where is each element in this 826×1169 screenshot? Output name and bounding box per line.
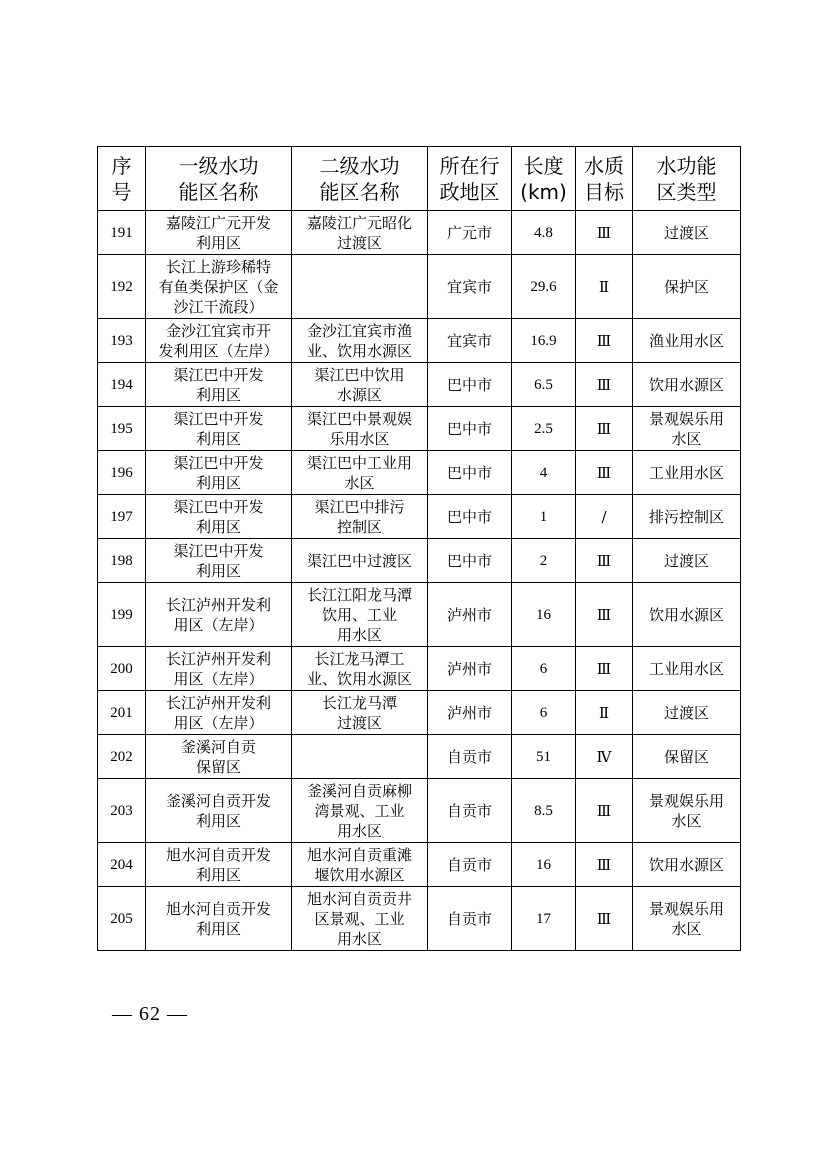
cell-line: 沙江干流段） xyxy=(173,297,264,316)
header-line: 二级水功 xyxy=(319,153,400,178)
cell-zone-type xyxy=(633,647,741,691)
cell-zone-type xyxy=(633,691,741,735)
cell-line: 金沙江宜宾市开 xyxy=(165,321,271,340)
cell-line: 渔业用水区 xyxy=(648,331,724,350)
cell-index: 191 xyxy=(98,211,146,255)
cell-line: 保留区 xyxy=(663,747,709,766)
cell-zone-type xyxy=(633,539,741,583)
page-number: — 62 — xyxy=(112,1003,188,1025)
cell-zone-type xyxy=(633,887,741,951)
cell-length: 2.5 xyxy=(512,407,576,451)
cell-zone-type xyxy=(633,255,741,319)
header-line: 水功能 xyxy=(656,153,717,178)
cell-line: 用区（左岸） xyxy=(173,713,264,732)
header-line: 能区名称 xyxy=(319,179,400,204)
cell-line: 工业用水区 xyxy=(648,463,724,482)
cell-line: 业、饮用水源区 xyxy=(306,669,412,688)
cell-region: 巴中市 xyxy=(428,363,512,407)
cell-quality: Ⅲ xyxy=(576,211,633,255)
table-row xyxy=(98,583,741,647)
cell-second-zone xyxy=(292,319,428,363)
cell-line: 排污控制区 xyxy=(648,507,724,526)
cell-first-zone xyxy=(146,363,292,407)
cell-index: 201 xyxy=(98,691,146,735)
cell-region: 宜宾市 xyxy=(428,255,512,319)
header-region xyxy=(428,147,512,211)
cell-line: 水区 xyxy=(344,473,375,492)
table-row xyxy=(98,451,741,495)
cell-line: 景观娱乐用 xyxy=(648,791,724,810)
cell-first-zone xyxy=(146,583,292,647)
cell-line: 嘉陵江广元昭化 xyxy=(306,213,412,232)
cell-quality: Ⅲ xyxy=(576,363,633,407)
cell-line: 保护区 xyxy=(663,277,709,296)
cell-second-zone xyxy=(292,211,428,255)
cell-first-zone xyxy=(146,691,292,735)
cell-length: 16 xyxy=(512,843,576,887)
cell-line: 利用区 xyxy=(195,233,241,252)
cell-line: 渠江巴中过渡区 xyxy=(306,551,412,570)
cell-line: 釜溪河自贡 xyxy=(180,737,256,756)
cell-line: 过渡区 xyxy=(663,551,709,570)
table-row xyxy=(98,539,741,583)
cell-length: 6 xyxy=(512,647,576,691)
cell-line: 利用区 xyxy=(195,561,241,580)
cell-index: 199 xyxy=(98,583,146,647)
cell-line: 用水区 xyxy=(336,821,382,840)
cell-region: 自贡市 xyxy=(428,735,512,779)
cell-line: 利用区 xyxy=(195,473,241,492)
cell-first-zone xyxy=(146,887,292,951)
cell-line: 景观娱乐用 xyxy=(648,409,724,428)
cell-line: 业、饮用水源区 xyxy=(306,341,412,360)
cell-quality: Ⅱ xyxy=(576,255,633,319)
cell-second-zone xyxy=(292,407,428,451)
cell-zone-type xyxy=(633,495,741,539)
header-line: 区类型 xyxy=(656,179,717,204)
header-line: 号 xyxy=(111,179,132,204)
cell-line: 水区 xyxy=(671,811,702,830)
cell-line: 长江龙马潭工 xyxy=(314,649,405,668)
cell-quality: Ⅲ xyxy=(576,647,633,691)
header-second-zone xyxy=(292,147,428,211)
cell-region: 巴中市 xyxy=(428,495,512,539)
cell-line: 旭水河自贡重滩 xyxy=(306,845,412,864)
header-line: 一级水功 xyxy=(178,153,259,178)
cell-line: 长江龙马潭 xyxy=(321,693,397,712)
cell-second-zone xyxy=(292,495,428,539)
water-function-zone-table xyxy=(97,146,741,951)
cell-line: 有鱼类保护区（金 xyxy=(158,277,279,296)
cell-line: 过渡区 xyxy=(336,713,382,732)
cell-line: 釜溪河自贡开发 xyxy=(165,791,271,810)
table-row xyxy=(98,887,741,951)
cell-second-zone xyxy=(292,583,428,647)
cell-line: 渠江巴中排污 xyxy=(314,497,405,516)
header-line: 能区名称 xyxy=(178,179,259,204)
cell-quality: Ⅲ xyxy=(576,887,633,951)
cell-line: 嘉陵江广元开发 xyxy=(165,213,271,232)
table-row xyxy=(98,843,741,887)
cell-line: 水区 xyxy=(671,919,702,938)
cell-line: 渠江巴中工业用 xyxy=(306,453,412,472)
cell-quality: Ⅲ xyxy=(576,319,633,363)
table-row xyxy=(98,363,741,407)
cell-quality: Ⅳ xyxy=(576,735,633,779)
cell-line: 水区 xyxy=(671,429,702,448)
cell-second-zone xyxy=(292,887,428,951)
cell-region: 泸州市 xyxy=(428,691,512,735)
cell-length: 16.9 xyxy=(512,319,576,363)
table-row xyxy=(98,647,741,691)
cell-second-zone xyxy=(292,255,428,319)
cell-line: 利用区 xyxy=(195,919,241,938)
cell-line: 堰饮用水源区 xyxy=(314,865,405,884)
cell-line: 工业用水区 xyxy=(648,659,724,678)
cell-line: 用水区 xyxy=(336,625,382,644)
cell-quality: Ⅲ xyxy=(576,583,633,647)
table-row xyxy=(98,319,741,363)
header-line: 政地区 xyxy=(439,179,500,204)
cell-zone-type xyxy=(633,779,741,843)
cell-line: 长江泸州开发利 xyxy=(165,693,271,712)
cell-second-zone xyxy=(292,691,428,735)
cell-line: 长江江阳龙马潭 xyxy=(306,585,412,604)
cell-zone-type xyxy=(633,407,741,451)
cell-quality: Ⅲ xyxy=(576,843,633,887)
cell-region: 自贡市 xyxy=(428,843,512,887)
cell-zone-type xyxy=(633,735,741,779)
cell-line: 长江泸州开发利 xyxy=(165,649,271,668)
cell-line: 过渡区 xyxy=(663,703,709,722)
cell-line: 利用区 xyxy=(195,865,241,884)
cell-zone-type xyxy=(633,451,741,495)
cell-line: 金沙江宜宾市渔 xyxy=(306,321,412,340)
cell-region: 泸州市 xyxy=(428,647,512,691)
cell-zone-type xyxy=(633,583,741,647)
cell-index: 202 xyxy=(98,735,146,779)
cell-region: 巴中市 xyxy=(428,407,512,451)
cell-quality: Ⅲ xyxy=(576,539,633,583)
table-row xyxy=(98,691,741,735)
cell-line: 渠江巴中开发 xyxy=(173,541,264,560)
cell-length: 16 xyxy=(512,583,576,647)
table-row xyxy=(98,779,741,843)
header-line: (km) xyxy=(520,179,567,204)
cell-first-zone xyxy=(146,451,292,495)
table-row xyxy=(98,407,741,451)
cell-first-zone xyxy=(146,407,292,451)
cell-line: 过渡区 xyxy=(663,223,709,242)
cell-line: 用区（左岸） xyxy=(173,615,264,634)
cell-line: 釜溪河自贡麻柳 xyxy=(306,781,412,800)
cell-line: 用区（左岸） xyxy=(173,669,264,688)
cell-length: 4.8 xyxy=(512,211,576,255)
cell-index: 192 xyxy=(98,255,146,319)
cell-index: 205 xyxy=(98,887,146,951)
cell-zone-type xyxy=(633,843,741,887)
cell-region: 自贡市 xyxy=(428,887,512,951)
cell-line: 渠江巴中开发 xyxy=(173,497,264,516)
cell-region: 巴中市 xyxy=(428,451,512,495)
cell-index: 198 xyxy=(98,539,146,583)
header-first-zone xyxy=(146,147,292,211)
cell-line: 湾景观、工业 xyxy=(314,801,405,820)
cell-first-zone xyxy=(146,539,292,583)
cell-line: 保留区 xyxy=(195,757,241,776)
table-row xyxy=(98,735,741,779)
cell-line: 旭水河自贡开发 xyxy=(165,899,271,918)
cell-index: 194 xyxy=(98,363,146,407)
cell-line: 长江上游珍稀特 xyxy=(165,257,271,276)
cell-quality: Ⅱ xyxy=(576,691,633,735)
cell-index: 200 xyxy=(98,647,146,691)
cell-second-zone xyxy=(292,843,428,887)
cell-region: 宜宾市 xyxy=(428,319,512,363)
cell-quality: Ⅲ xyxy=(576,451,633,495)
header-line: 水质 xyxy=(584,153,624,178)
cell-line: 渠江巴中开发 xyxy=(173,365,264,384)
cell-second-zone xyxy=(292,647,428,691)
cell-second-zone xyxy=(292,735,428,779)
cell-length: 17 xyxy=(512,887,576,951)
cell-first-zone xyxy=(146,495,292,539)
cell-line: 渠江巴中开发 xyxy=(173,409,264,428)
cell-length: 2 xyxy=(512,539,576,583)
cell-quality: Ⅲ xyxy=(576,779,633,843)
cell-line: 过渡区 xyxy=(336,233,382,252)
cell-index: 197 xyxy=(98,495,146,539)
cell-line: 饮用、工业 xyxy=(321,605,397,624)
header-line: 所在行 xyxy=(439,153,500,178)
cell-line: 旭水河自贡开发 xyxy=(165,845,271,864)
header-line: 目标 xyxy=(584,179,624,204)
cell-first-zone xyxy=(146,779,292,843)
cell-region: 泸州市 xyxy=(428,583,512,647)
cell-zone-type xyxy=(633,319,741,363)
cell-line: 控制区 xyxy=(336,517,382,536)
cell-index: 196 xyxy=(98,451,146,495)
cell-line: 渠江巴中开发 xyxy=(173,453,264,472)
cell-index: 195 xyxy=(98,407,146,451)
cell-region: 广元市 xyxy=(428,211,512,255)
cell-length: 51 xyxy=(512,735,576,779)
header-quality xyxy=(576,147,633,211)
cell-index: 193 xyxy=(98,319,146,363)
cell-first-zone xyxy=(146,255,292,319)
table-row xyxy=(98,255,741,319)
cell-second-zone xyxy=(292,451,428,495)
cell-index: 204 xyxy=(98,843,146,887)
cell-line: 利用区 xyxy=(195,517,241,536)
cell-first-zone xyxy=(146,735,292,779)
cell-length: 29.6 xyxy=(512,255,576,319)
cell-line: 乐用水区 xyxy=(329,429,390,448)
cell-line: 用水区 xyxy=(336,929,382,948)
cell-index: 203 xyxy=(98,779,146,843)
header-zone-type xyxy=(633,147,741,211)
table-row xyxy=(98,211,741,255)
cell-line: 饮用水源区 xyxy=(648,605,724,624)
cell-line: 景观娱乐用 xyxy=(648,899,724,918)
cell-quality: Ⅲ xyxy=(576,407,633,451)
cell-second-zone xyxy=(292,363,428,407)
cell-line: 发利用区（左岸） xyxy=(158,341,279,360)
cell-line: 利用区 xyxy=(195,811,241,830)
cell-line: 饮用水源区 xyxy=(648,855,724,874)
cell-zone-type xyxy=(633,211,741,255)
cell-region: 巴中市 xyxy=(428,539,512,583)
cell-line: 利用区 xyxy=(195,429,241,448)
cell-length: 1 xyxy=(512,495,576,539)
header-line: 序 xyxy=(111,153,132,178)
cell-region: 自贡市 xyxy=(428,779,512,843)
cell-line: 旭水河自贡贡井 xyxy=(306,889,412,908)
cell-zone-type xyxy=(633,363,741,407)
header-length xyxy=(512,147,576,211)
cell-line: 区景观、工业 xyxy=(314,909,405,928)
cell-first-zone xyxy=(146,319,292,363)
header-line: 长度 xyxy=(523,153,564,178)
cell-length: 6 xyxy=(512,691,576,735)
cell-line: 渠江巴中饮用 xyxy=(314,365,405,384)
cell-second-zone xyxy=(292,539,428,583)
header-index xyxy=(98,147,146,211)
cell-length: 4 xyxy=(512,451,576,495)
cell-line: 饮用水源区 xyxy=(648,375,724,394)
cell-line: 利用区 xyxy=(195,385,241,404)
cell-first-zone xyxy=(146,211,292,255)
table-header-row xyxy=(98,147,741,211)
cell-first-zone xyxy=(146,843,292,887)
cell-line: 渠江巴中景观娱 xyxy=(306,409,412,428)
cell-line: 长江泸州开发利 xyxy=(165,595,271,614)
cell-second-zone xyxy=(292,779,428,843)
cell-length: 8.5 xyxy=(512,779,576,843)
cell-first-zone xyxy=(146,647,292,691)
table-row xyxy=(98,495,741,539)
cell-length: 6.5 xyxy=(512,363,576,407)
cell-line: 水源区 xyxy=(336,385,382,404)
cell-quality: / xyxy=(576,495,633,539)
